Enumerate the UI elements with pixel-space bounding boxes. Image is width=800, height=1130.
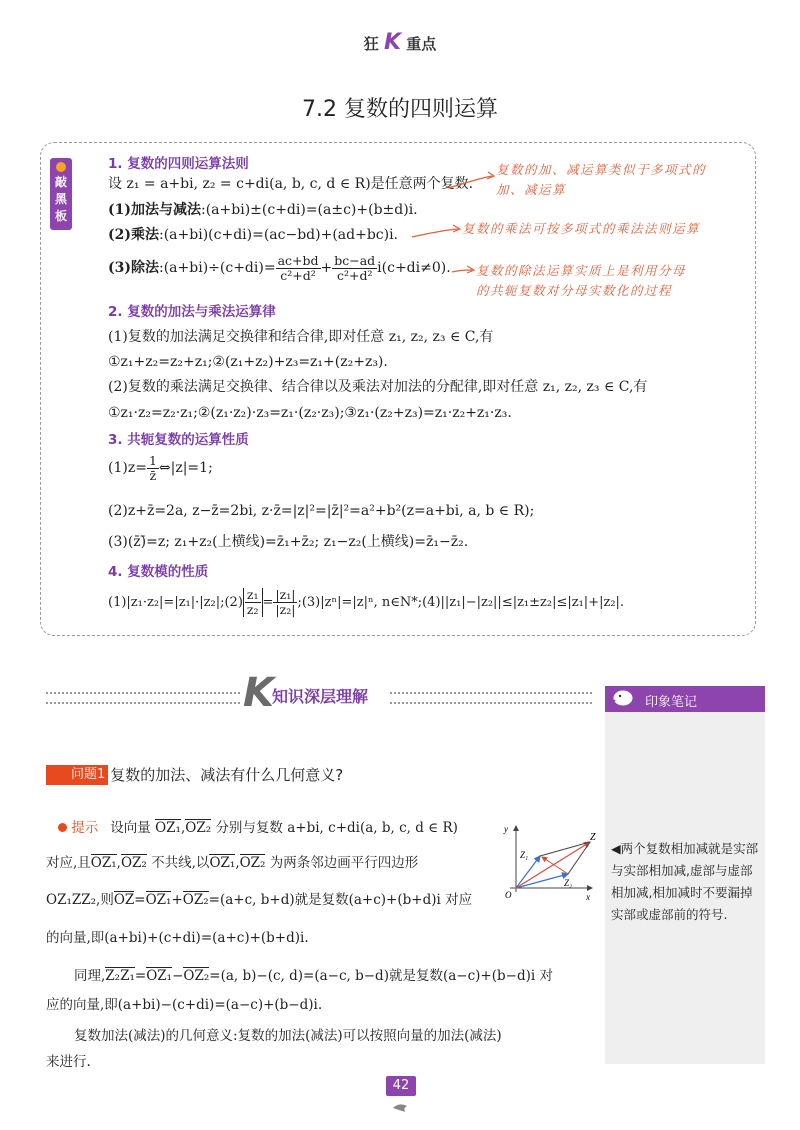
- section3-heading: 3. 共轭复数的运算性质: [108, 432, 249, 448]
- note-1a: 复数的加、减运算类似于多项式的: [496, 162, 707, 177]
- hint-line8: 来进行.: [46, 1054, 91, 1070]
- hint-line6: 应的向量,即(a+bi)−(c+di)=(a−c)+(b−d)i.: [46, 997, 323, 1013]
- div-frac1-den: c²+d²: [280, 267, 316, 283]
- section2-line2: ①z₁+z₂=z₂+z₁;②(z₁+z₂)+z₃=z₁+(z₂+z₃).: [108, 354, 388, 370]
- div-post: i(c+di≠0).: [377, 260, 451, 276]
- vec-z2z1: Z₂Z₁: [105, 968, 135, 984]
- hint-line4: 的向量,即(a+bi)+(c+di)=(a+c)+(b+d)i.: [46, 930, 309, 946]
- div-fraction-1: [276, 254, 321, 283]
- hint-p2c: 为两条邻边画平行四边形: [269, 855, 419, 871]
- page-header: [340, 30, 460, 55]
- hint-dot-icon: [58, 823, 67, 832]
- vec-oz2-d: OZ₂: [182, 892, 209, 908]
- section1-mul: [108, 225, 398, 245]
- label-z2: Z₂: [564, 878, 573, 888]
- vec-oz: OZ: [113, 892, 135, 908]
- question-bar-icon: [46, 765, 68, 785]
- hint-line1: [58, 818, 458, 838]
- note-2: 复数的乘法可按多项式的乘法法则运算: [462, 221, 701, 236]
- div-plus: +: [320, 260, 333, 276]
- side-tab-label: 敲黑板: [54, 175, 67, 223]
- elephant-icon: [609, 682, 639, 708]
- s4-fraction-2: [273, 588, 297, 617]
- label-x: x: [586, 892, 590, 902]
- section3-line2: (2)z+z̄=2a, z−z̄=2bi, z·z̄=|z|²=|z̄|²=a²+b²(z=a+bi, a, b ∈ R);: [108, 503, 535, 519]
- vec-oz2: OZ₂: [185, 820, 212, 836]
- vector-oz-line: [516, 842, 590, 888]
- banner-dotted-left: [46, 692, 240, 704]
- header-left: 狂: [363, 35, 379, 53]
- s4-post: ;(3)|zⁿ|=|z|ⁿ, n∈N*;(4)||z₁|−|z₂||≤|z₁±z₂|≤|z₁|+|z₂|.: [297, 595, 625, 610]
- page-title: 7.2 复数的四则运算: [302, 97, 498, 122]
- s3-fraction: [147, 454, 159, 483]
- s3-frac-den: z̄: [149, 467, 157, 483]
- section3-line3: (3)(z̄)̄=z; z₁+z₂(上横线)=z̄₁+z̄₂; z₁−z₂(上横线)=z̄₁−z̄₂.: [108, 534, 469, 550]
- page-number: 42: [386, 1076, 416, 1096]
- hint-line2: [46, 853, 418, 873]
- note-3a: 复数的除法运算实质上是利用分母: [476, 263, 687, 278]
- side-tab: [50, 158, 72, 230]
- notes-text: ◀两个复数相加减就是实部与实部相加减,虚部与虚部相加减,相加减时不要漏掉实部或虚部前的符号.: [611, 841, 759, 922]
- hint-line5: [74, 966, 553, 986]
- s4-frac2-num: |z₁|: [275, 587, 296, 602]
- header-right: 重点: [406, 35, 437, 53]
- div-frac2-num: bc−ad: [334, 252, 376, 268]
- section2-line4: ①z₁·z₂=z₂·z₁;②(z₁·z₂)·z₃=z₁·(z₂·z₃);③z₁·(z₂+z₃)=z₁·z₂+z₁·z₃.: [108, 405, 512, 421]
- div-label: (3)除法: [108, 260, 159, 276]
- add-label: (1)加法与减法: [108, 202, 201, 218]
- question-row: [46, 764, 343, 785]
- vector-z2z1-line: [542, 857, 568, 874]
- hint-label: 提示: [71, 820, 99, 836]
- side-z1z-line: [540, 842, 590, 856]
- div-fraction-2: [332, 254, 377, 283]
- note-1b: 加、减运算: [496, 182, 567, 197]
- hint-p3a: OZ₁ZZ₂,则: [46, 892, 114, 908]
- vec-oz1-b: OZ₁: [90, 855, 117, 871]
- hint-line7: 复数加法(减法)的几何意义:复数的加法(减法)可以按照向量的加法(减法): [74, 1028, 502, 1044]
- hint-p3d: =(a+c, b+d)就是复数(a+c)+(b+d)i 对应: [208, 892, 473, 908]
- hint-p1: 设向量: [110, 820, 151, 836]
- vec-oz1-e: OZ₁: [146, 968, 173, 984]
- banner-k-logo: K: [243, 670, 274, 716]
- notes-header: [605, 686, 765, 712]
- vector-oz1-line: [516, 856, 540, 888]
- label-z: Z: [590, 832, 596, 843]
- section2-heading: 2. 复数的加法与乘法运算律: [108, 304, 276, 320]
- hint-p5b: =: [134, 968, 147, 984]
- vec-oz1-c: OZ₁: [209, 855, 236, 871]
- vec-oz1-d: OZ₁: [145, 892, 172, 908]
- hint-p5d: =(a, b)−(c, d)=(a−c, b−d)就是复数(a−c)+(b−d)i 对: [209, 968, 553, 984]
- s4-frac-num: z₁: [246, 587, 259, 602]
- vec-oz1: OZ₁: [155, 820, 181, 836]
- hint-p3c: +: [171, 892, 183, 908]
- vec-oz2-b: OZ₂: [120, 855, 147, 871]
- notes-title: 印象笔记: [645, 695, 698, 710]
- section3-line1: [108, 450, 213, 486]
- s4-pre: (1)|z₁·z₂|=|z₁|·|z₂|;(2): [108, 595, 243, 610]
- hint-comma-b: ,: [116, 855, 121, 871]
- div-pre: :(a+bi)÷(c+di)=: [159, 260, 276, 276]
- hint-p5c: −: [172, 968, 184, 984]
- hint-p5a: 同理,: [74, 968, 106, 984]
- section1-add: [108, 200, 418, 220]
- s4-frac-den: z₂: [246, 602, 259, 617]
- vec-oz2-c: OZ₂: [239, 855, 266, 871]
- div-frac1-num: ac+bd: [277, 252, 319, 268]
- section1-div: [108, 250, 451, 286]
- hint-comma: ,: [180, 820, 186, 836]
- mul-label: (2)乘法: [108, 227, 159, 243]
- hint-p2a: 对应,且: [46, 855, 91, 871]
- s3-frac-num: 1: [148, 452, 157, 468]
- s3-l1-pre: (1)z=: [108, 460, 147, 476]
- banner-dotted-right: [390, 692, 592, 704]
- hint-comma-c: ,: [235, 855, 240, 871]
- banner-title: 知识深层理解: [272, 687, 369, 706]
- add-formula: :(a+bi)±(c+di)=(a±c)+(b±d)i.: [201, 202, 418, 218]
- hint-p2b: 不共线,以: [151, 855, 210, 871]
- s4-abs-frac: [243, 588, 263, 617]
- s3-l1-post: ⇔|z|=1;: [158, 460, 213, 476]
- note-3b: 的共轭复数对分母实数化的过程: [476, 283, 673, 298]
- bird-icon: [391, 1100, 411, 1114]
- label-o: O: [505, 890, 512, 900]
- label-y: y: [504, 824, 508, 834]
- section1-intro: 设 z₁ = a+bi, z₂ = c+di(a, b, c, d ∈ R)是任意两个复数.: [108, 176, 474, 192]
- hint-line3: [46, 890, 472, 910]
- section4-line1: [108, 584, 624, 622]
- s4-frac2-den: |z₂|: [275, 602, 296, 617]
- side-tab-dot-icon: [56, 162, 66, 172]
- section2-line1: (1)复数的加法满足交换律和结合律,即对任意 z₁, z₂, z₃ ∈ C,有: [108, 329, 494, 345]
- section2-line3: (2)复数的乘法满足交换律、结合律以及乘法对加法的分配律,即对任意 z₁, z₂, z₃ ∈ C,有: [108, 379, 648, 395]
- question-label: 问题1: [68, 765, 108, 785]
- question-text: 复数的加法、减法有什么几何意义?: [110, 766, 344, 784]
- mul-formula: :(a+bi)(c+di)=(ac−bd)+(ad+bc)i.: [159, 227, 399, 243]
- s4-eq: =: [262, 595, 274, 610]
- section4-heading: 4. 复数模的性质: [108, 564, 209, 580]
- label-z1: Z₁: [520, 850, 529, 860]
- vector-oz2-line: [516, 874, 568, 888]
- notes-sidebar: [605, 686, 765, 1064]
- vec-oz2-e: OZ₂: [183, 968, 210, 984]
- header-k-logo: K: [383, 30, 402, 55]
- section1-heading: 1. 复数的四则运算法则: [108, 156, 249, 172]
- vector-parallelogram-diagram: [502, 822, 602, 906]
- div-frac2-den: c²+d²: [336, 267, 373, 283]
- hint-p1b: 分别与复数 a+bi, c+di(a, b, c, d ∈ R): [215, 820, 458, 836]
- hint-p3b: =: [134, 892, 146, 908]
